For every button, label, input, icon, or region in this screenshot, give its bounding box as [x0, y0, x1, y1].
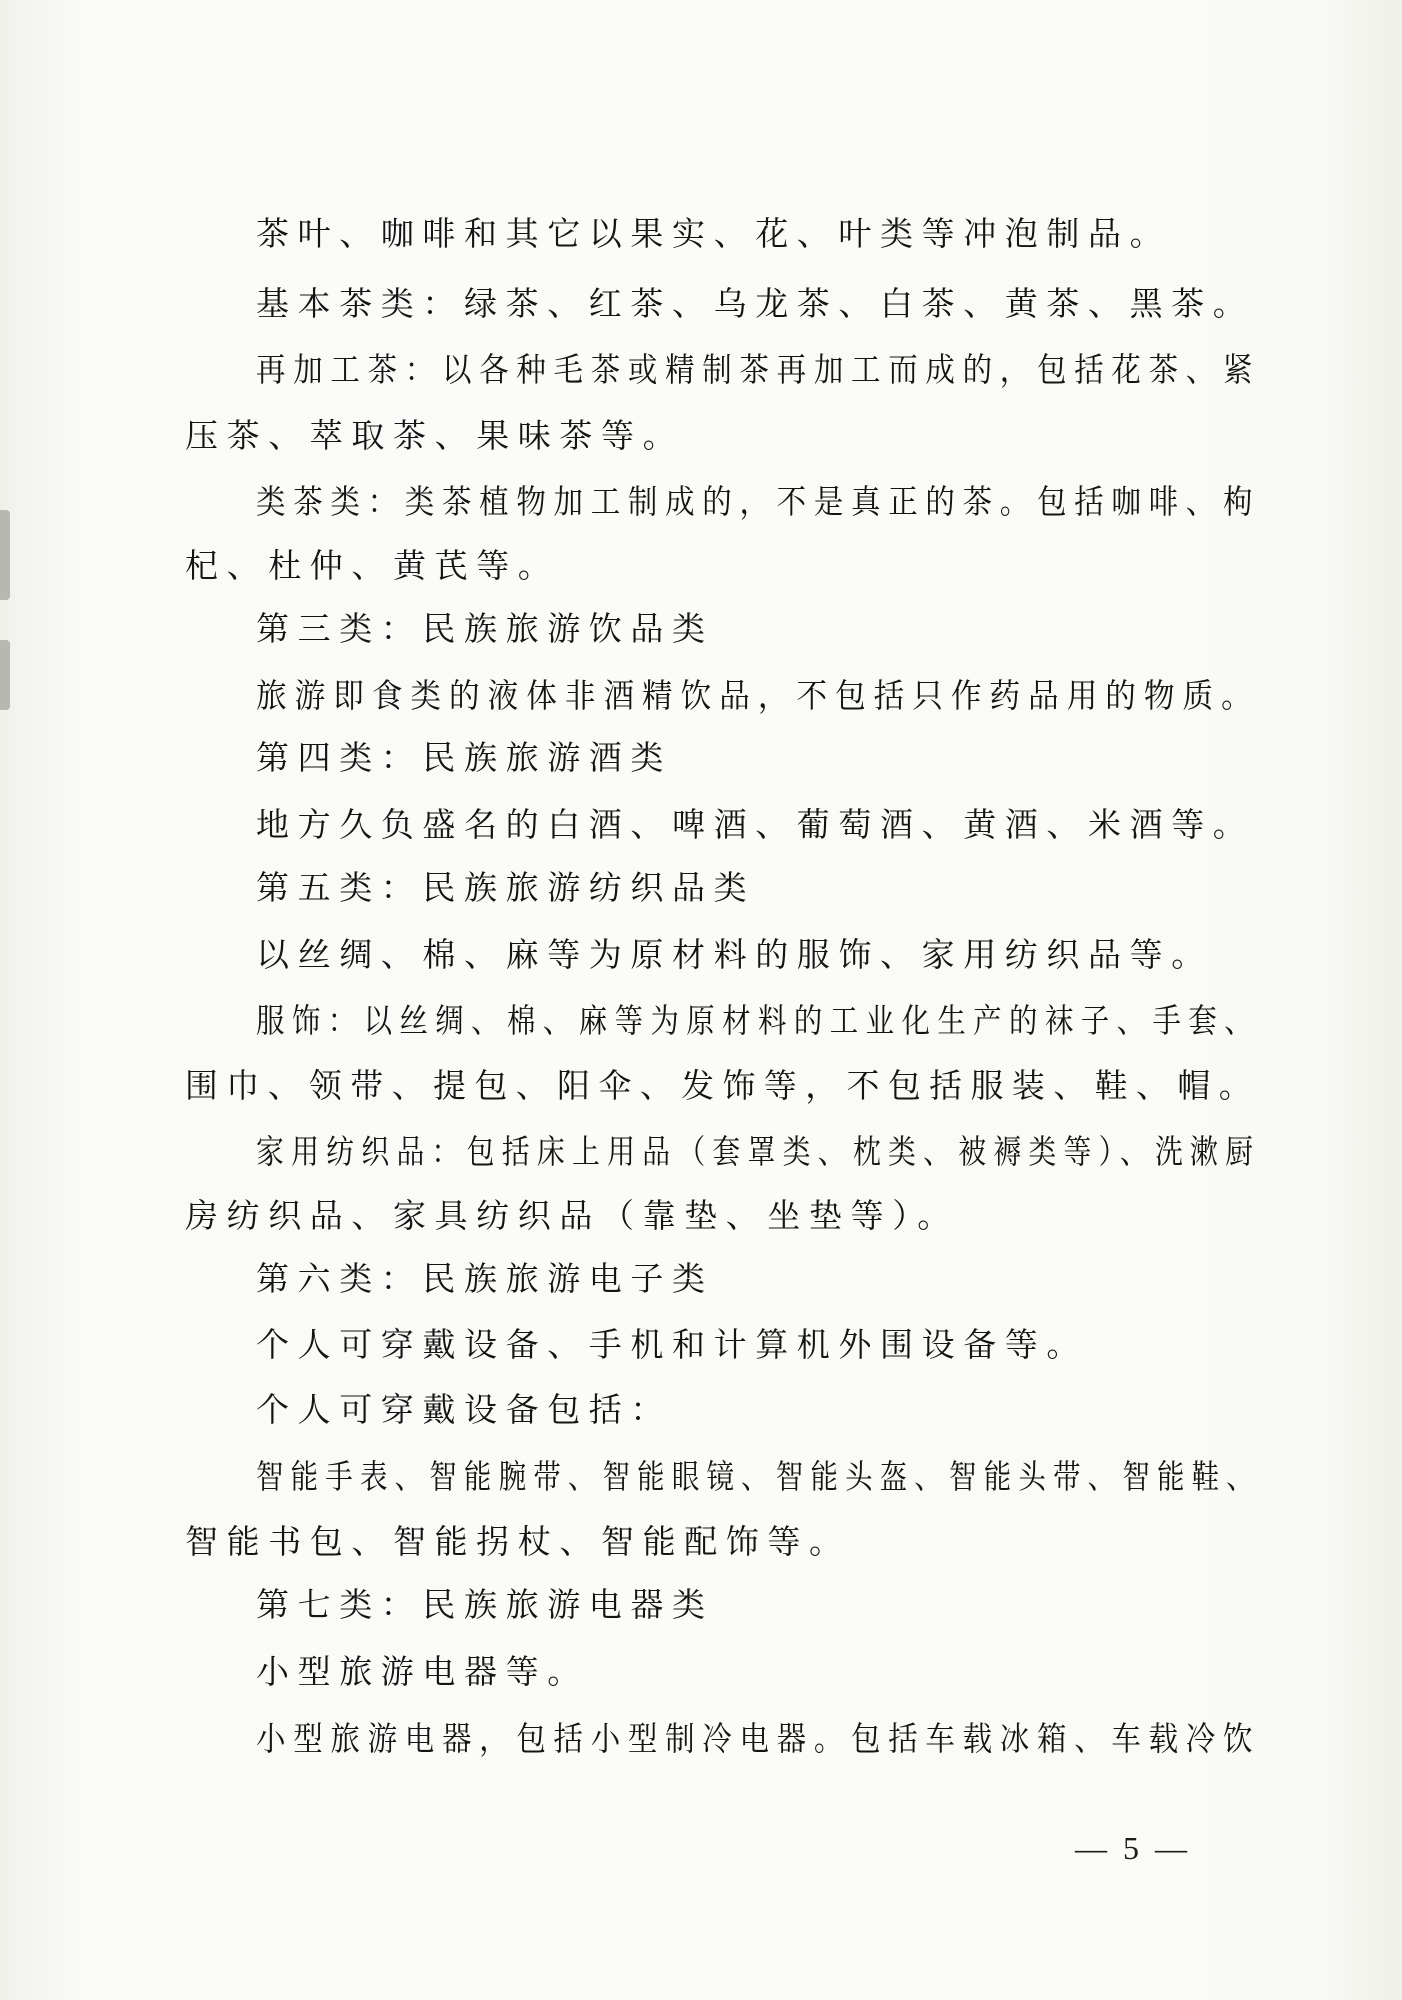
page-number: — 5 — [1075, 1830, 1191, 1866]
text-line: 杞、杜仲、黄芪等。 [185, 546, 560, 585]
section-heading: 第四类：民族旅游酒类 [256, 738, 672, 777]
section-heading: 第七类：民族旅游电器类 [256, 1585, 714, 1624]
text-line: 小型旅游电器等。 [256, 1652, 589, 1691]
text-line: 智能书包、智能拐杖、智能配饰等。 [185, 1522, 851, 1561]
text-line: 个人可穿戴设备、手机和计算机外围设备等。 [256, 1325, 1088, 1364]
text-line: 以丝绸、棉、麻等为原材料的服饰、家用纺织品等。 [256, 935, 1213, 974]
text-line: 类茶类：类茶植物加工制成的，不是真正的茶。包括咖啡、枸 [256, 482, 1261, 521]
binding-mark [0, 510, 10, 600]
text-line: 基本茶类：绿茶、红茶、乌龙茶、白茶、黄茶、黑茶。 [256, 284, 1255, 323]
text-line: 房纺织品、家具纺织品（靠垫、坐垫等）。 [185, 1196, 959, 1235]
section-heading: 第三类：民族旅游饮品类 [256, 609, 714, 648]
text-line: 地方久负盛名的白酒、啤酒、葡萄酒、黄酒、米酒等。 [256, 805, 1255, 844]
binding-mark [0, 640, 10, 710]
text-line: 服饰：以丝绸、棉、麻等为原材料的工业化生产的袜子、手套、 [256, 1001, 1261, 1040]
text-line: 压茶、萃取茶、果味茶等。 [185, 416, 685, 455]
text-line: 个人可穿戴设备包括： [256, 1390, 672, 1429]
text-line: 智能手表、智能腕带、智能眼镜、智能头盔、智能头带、智能鞋、 [256, 1457, 1261, 1496]
text-line: 围巾、领带、提包、阳伞、发饰等，不包括服装、鞋、帽。 [185, 1066, 1261, 1105]
section-heading: 第五类：民族旅游纺织品类 [256, 868, 756, 907]
section-heading: 第六类：民族旅游电子类 [256, 1259, 714, 1298]
text-line: 茶叶、咖啡和其它以果实、花、叶类等冲泡制品。 [256, 214, 1172, 253]
text-line: 旅游即食类的液体非酒精饮品，不包括只作药品用的物质。 [256, 676, 1260, 715]
text-line: 家用纺织品：包括床上用品（套罩类、枕类、被褥类等）、洗漱厨 [256, 1132, 1261, 1171]
text-line: 小型旅游电器，包括小型制冷电器。包括车载冰箱、车载冷饮 [256, 1719, 1261, 1758]
text-line: 再加工茶：以各种毛茶或精制茶再加工而成的，包括花茶、紧 [256, 350, 1261, 389]
